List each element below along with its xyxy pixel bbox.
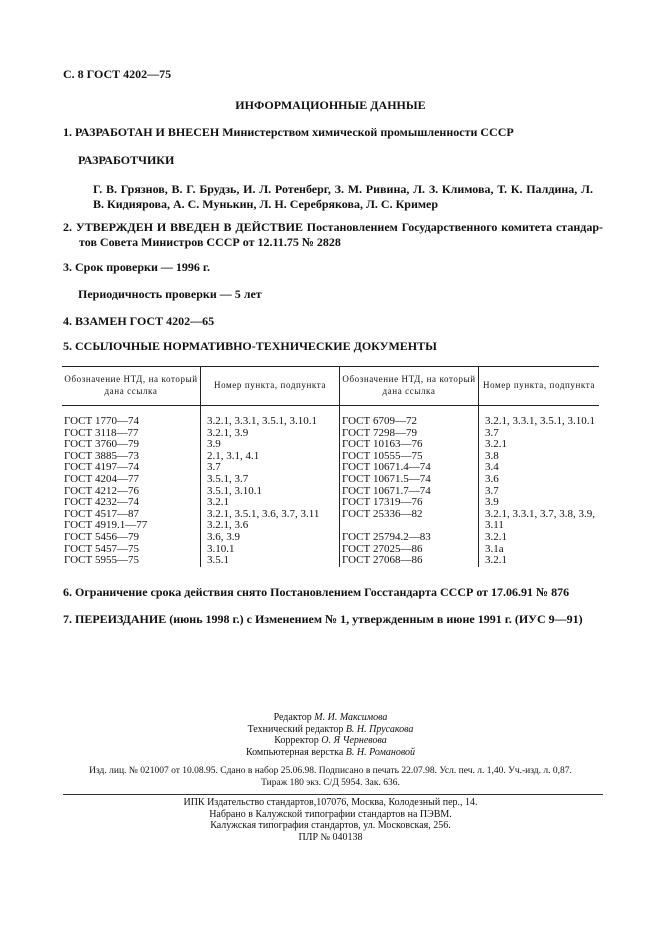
table-header-cell: Номер пункта, подпункта	[479, 367, 600, 406]
table-cell-document: ГОСТ 4212—76	[62, 486, 201, 498]
table-cell-clause: 3.2.1, 3.3.1, 3.7, 3.8, 3.9,	[485, 507, 595, 520]
publisher-line-4: ПЛР № 040138	[298, 831, 363, 843]
table-cell-document: ГОСТ 4204—77	[62, 474, 201, 486]
table-row	[62, 486, 599, 498]
table-cell-document: ГОСТ 27068—86	[340, 555, 479, 567]
table-cell-document: ГОСТ 5955—75	[62, 555, 201, 567]
table-cell-clause: 3.7	[485, 426, 499, 439]
table-row	[62, 555, 599, 567]
table-cell-clause: 3.2.1	[485, 554, 507, 567]
table-cell-document: ГОСТ 4919.1—77	[62, 520, 201, 532]
credit-tech-editor: Технический редактор В. Н. Прусакова	[247, 723, 414, 735]
reference-table	[62, 366, 599, 567]
table-cell-document: ГОСТ 10555—75	[340, 451, 479, 463]
section-title: ИНФОРМАЦИОННЫЕ ДАННЫЕ	[235, 98, 426, 112]
table-row	[62, 474, 599, 486]
table-cell-document: ГОСТ 10671.7—74	[340, 486, 479, 498]
publisher-line-3: Калужская типография стандартов, ул. Московская, 256.	[210, 820, 451, 832]
credits-block	[0, 712, 661, 758]
table-cell-document: ГОСТ 4197—74	[62, 462, 201, 474]
imprint-block	[0, 766, 661, 789]
table-cell-clause: 3.11	[485, 519, 504, 532]
table-cell-clause: 3.7	[201, 462, 340, 474]
table-cell-document: ГОСТ 6709—72	[340, 406, 479, 428]
table-cell-document: ГОСТ 5456—79	[62, 532, 201, 544]
divider	[63, 794, 603, 795]
table-cell-document: ГОСТ 3885—73	[62, 451, 201, 463]
page-header: С. 8 ГОСТ 4202—75	[63, 67, 172, 81]
item-3-periodicity: Периодичность проверки — 5 лет	[78, 287, 262, 301]
table-cell-document: ГОСТ 7298—79	[340, 428, 479, 440]
table-cell-document: ГОСТ 5457—75	[62, 544, 201, 556]
table-header-cell: Номер пункта, подпункта	[201, 367, 340, 406]
table-header-cell: Обозначение НТД, на который дана ссылка	[62, 367, 201, 406]
table-cell-clause: 3.5.1, 3.7	[201, 474, 340, 486]
item-2	[63, 220, 603, 250]
table-cell-clause: 3.7	[485, 484, 499, 497]
developers-heading: РАЗРАБОТЧИКИ	[78, 153, 175, 167]
publisher-block	[0, 797, 661, 843]
credit-layout: Компьютерная верстка В. Н. Романовой	[245, 746, 416, 758]
credit-proofreader: Корректор О. Я Черневова	[274, 735, 387, 747]
table-cell-clause: 3.8	[485, 449, 499, 462]
table-cell-clause: 3.6	[485, 472, 499, 485]
table-cell-clause: 3.6, 3.9	[201, 532, 340, 544]
table-row	[62, 520, 599, 532]
table-cell-document: ГОСТ 25794.2—83	[340, 532, 479, 544]
table-cell-clause: 3.1а	[485, 542, 504, 555]
table-row	[62, 439, 599, 451]
table-cell-document: ГОСТ 1770—74	[62, 406, 201, 428]
table-cell-clause: 3.9	[485, 496, 499, 509]
table-row	[62, 428, 599, 440]
table-cell-clause: 3.2.1, 3.3.1, 3.5.1, 3.10.1	[485, 415, 595, 427]
table-cell-document: ГОСТ 3760—79	[62, 439, 201, 451]
imprint-line-2: Тираж 180 экз. С/Д 5954. Зак. 636.	[261, 777, 400, 788]
table-cell-clause: 3.2.1	[201, 497, 340, 509]
table-cell-clause: 3.2.1	[485, 530, 507, 543]
developers-names: Г. В. Грязнов, В. Г. Брудзь, И. Л. Ротенберг, З. М. Ривина, Л. З. Климова, Т. К. Палдина, Л. В. Кидиярова, А. С. Мунькин, Л. Н. Серебрякова, Л. С. Кример	[93, 182, 593, 211]
table-cell-clause: 3.9	[201, 439, 340, 451]
item-3: 3. Срок проверки — 1996 г.	[63, 260, 210, 274]
table-cell-document: ГОСТ 10163—76	[340, 439, 479, 451]
item-5: 5. ССЫЛОЧНЫЕ НОРМАТИВНО-ТЕХНИЧЕСКИЕ ДОКУМЕНТЫ	[63, 339, 437, 353]
table-cell-document: ГОСТ 4517—87	[62, 509, 201, 521]
table-cell-clause: 3.2.1, 3.9	[201, 428, 340, 440]
table-cell-clause: 3.2.1, 3.3.1, 3.5.1, 3.10.1	[201, 406, 340, 428]
table-row	[62, 451, 599, 463]
credit-editor: Редактор М. И. Максимова	[273, 712, 388, 723]
table-cell-clause: 3.2.1, 3.6	[201, 520, 340, 532]
item-6: 6. Ограничение срока действия снято Постановлением Госстандарта СССР от 17.06.91 № 876	[63, 585, 570, 599]
table-header-row	[62, 367, 599, 406]
imprint-line-1: Изд. лиц. № 021007 от 10.08.95. Сдано в набор 25.06.98. Подписано в печать 22.07.98. Усл. печ. л. 1,40. Уч.-изд. л. 0,87.	[89, 766, 572, 776]
table-row	[62, 406, 599, 428]
table-cell-clause: 2.1, 3.1, 4.1	[201, 451, 340, 463]
table-row	[62, 462, 599, 474]
table-cell-clause: 3.2.1, 3.5.1, 3.6, 3.7, 3.11	[201, 509, 340, 521]
table-cell-clause: 3.5.1, 3.10.1	[201, 486, 340, 498]
item-4: 4. ВЗАМЕН ГОСТ 4202—65	[63, 314, 215, 328]
table-row	[62, 544, 599, 556]
table-cell-document: ГОСТ 10671.5—74	[340, 474, 479, 486]
table-cell-document: ГОСТ 4232—74	[62, 497, 201, 509]
table-cell-clause: 3.4	[485, 461, 499, 474]
table-cell-clause: 3.10.1	[201, 544, 340, 556]
item-2-line-2: тов Совета Министров СССР от 12.11.75 № 2828	[79, 235, 341, 249]
publisher-line-1: ИПК Издательство стандартов,107076, Москва, Колодезный пер., 14.	[183, 797, 478, 808]
item-2-line-1: 2. УТВЕРЖДЕН И ВВЕДЕН В ДЕЙСТВИЕ Постановлением Государственного комитета стандар-	[63, 220, 603, 234]
table-cell-document: ГОСТ 17319—76	[340, 497, 479, 509]
table-body	[62, 406, 599, 567]
table-row	[62, 532, 599, 544]
table-cell-clause: 3.5.1	[201, 555, 340, 567]
table-cell-document: ГОСТ 10671.4—74	[340, 462, 479, 474]
table-cell-document: ГОСТ 25336—82	[340, 509, 479, 521]
table-cell-clause: 3.2.1	[485, 438, 507, 451]
publisher-line-2: Набрано в Калужской типографии стандартов на ПЭВМ.	[209, 808, 452, 820]
table-cell-document: ГОСТ 3118—77	[62, 428, 201, 440]
item-7: 7. ПЕРЕИЗДАНИЕ (июнь 1998 г.) с Изменением № 1, утвержденным в июне 1991 г. (ИУС 9—91)	[63, 612, 583, 626]
item-1: 1. РАЗРАБОТАН И ВНЕСЕН Министерством химической промышленности СССР	[63, 125, 514, 139]
table-row	[62, 497, 599, 509]
table-cell-document: ГОСТ 27025—86	[340, 544, 479, 556]
table-header-cell: Обозначение НТД, на который дана ссылка	[340, 367, 479, 406]
